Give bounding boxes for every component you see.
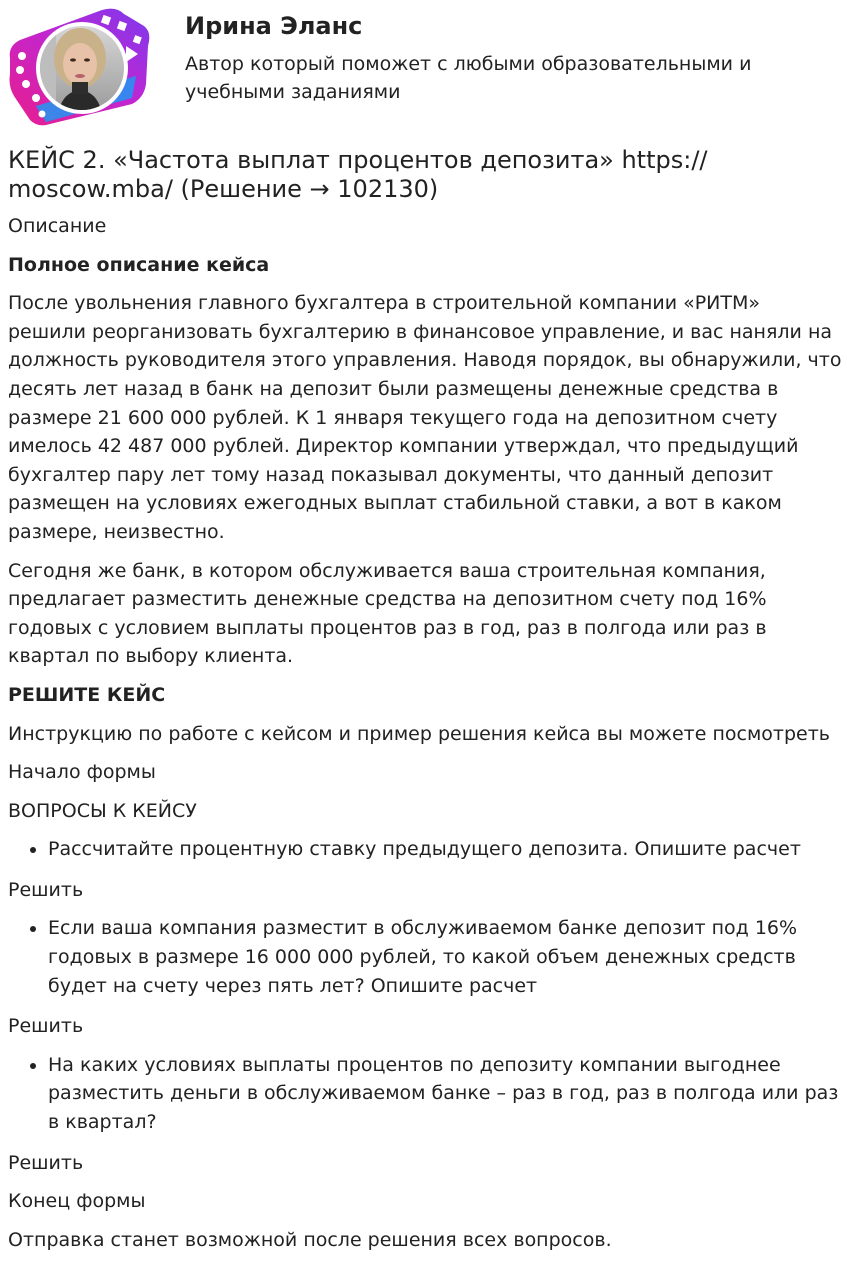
full-description-heading: Полное описание кейса: [8, 253, 270, 276]
question-list: [8, 1051, 843, 1137]
question-list: [8, 914, 843, 1000]
form-end-label: Конец формы: [8, 1190, 146, 1213]
solve-case-heading: РЕШИТЕ КЕЙС: [8, 683, 166, 706]
questions-heading: ВОПРОСЫ К КЕЙСУ: [8, 799, 197, 822]
avatar-frame-icon: [6, 6, 152, 128]
submit-note: Отправка станет возможной после решения всех вопросов.: [8, 1228, 612, 1251]
solve-button-1[interactable]: Решить: [8, 878, 84, 901]
question-item-3: • На каких условиях выплаты процентов по депозиту компании выгоднее разместить деньги в обслуживаемом банке – раз в год, раз в полгода или раз в квартал?: [48, 1051, 843, 1137]
solve-button-3[interactable]: Решить: [8, 1151, 84, 1174]
case-content: [8, 146, 843, 1264]
avatar[interactable]: [6, 6, 152, 128]
question-item-2: • Если ваша компания разместит в обслуживаемом банке депозит под 16% годовых в размере 16 000 000 рублей, то какой объем денежных средств будет на счету через пять лет? Опишите расчет: [48, 914, 843, 1000]
form-start-label: Начало формы: [8, 761, 156, 784]
description-label: Описание: [8, 215, 107, 237]
case-paragraph-1: После увольнения главного бухгалтера в строительной компании «РИТМ» решили реорганизовать бухгалтерию в финансовое управление, и вас наняли на должность руководителя этого управления. Наводя порядок, вы обнаружили, что десять лет назад в банк на депозит были размещены денежные средства в размере 21 600 000 рублей. К 1 января текущего года на депозитном счету имелось 42 487 000 рублей. Директор компании утверждал, что предыдущий бухгалтер пару лет тому назад показывал документы, что данный депозит размещен на условиях ежегодных выплат стабильной ставки, а вот в каком размере, неизвестно.: [8, 292, 842, 543]
solve-button-2[interactable]: Решить: [8, 1015, 84, 1038]
author-header: [0, 0, 847, 140]
question-item-1: • Рассчитайте процентную ставку предыдущего депозита. Опишите расчет: [48, 835, 843, 864]
question-list: [8, 835, 843, 864]
case-paragraph-2: Сегодня же банк, в котором обслуживается ваша строительная компания, предлагает разместить денежные средства на депозитном счету под 16% годовых с условием выплаты процентов раз в год, раз в полгода или раз в квартал по выбору клиента.: [8, 559, 767, 668]
page-title: КЕЙС 2. «Частота выплат процентов депозита» https:// moscow.mba/ (Решение → 102130): [8, 146, 708, 203]
author-description: Автор который поможет с любыми образовательными и учебными заданиями: [185, 53, 752, 103]
instruction-text: Инструкцию по работе с кейсом и пример решения кейса вы можете посмотреть: [8, 722, 831, 745]
author-name[interactable]: Ирина Эланс: [185, 12, 363, 40]
